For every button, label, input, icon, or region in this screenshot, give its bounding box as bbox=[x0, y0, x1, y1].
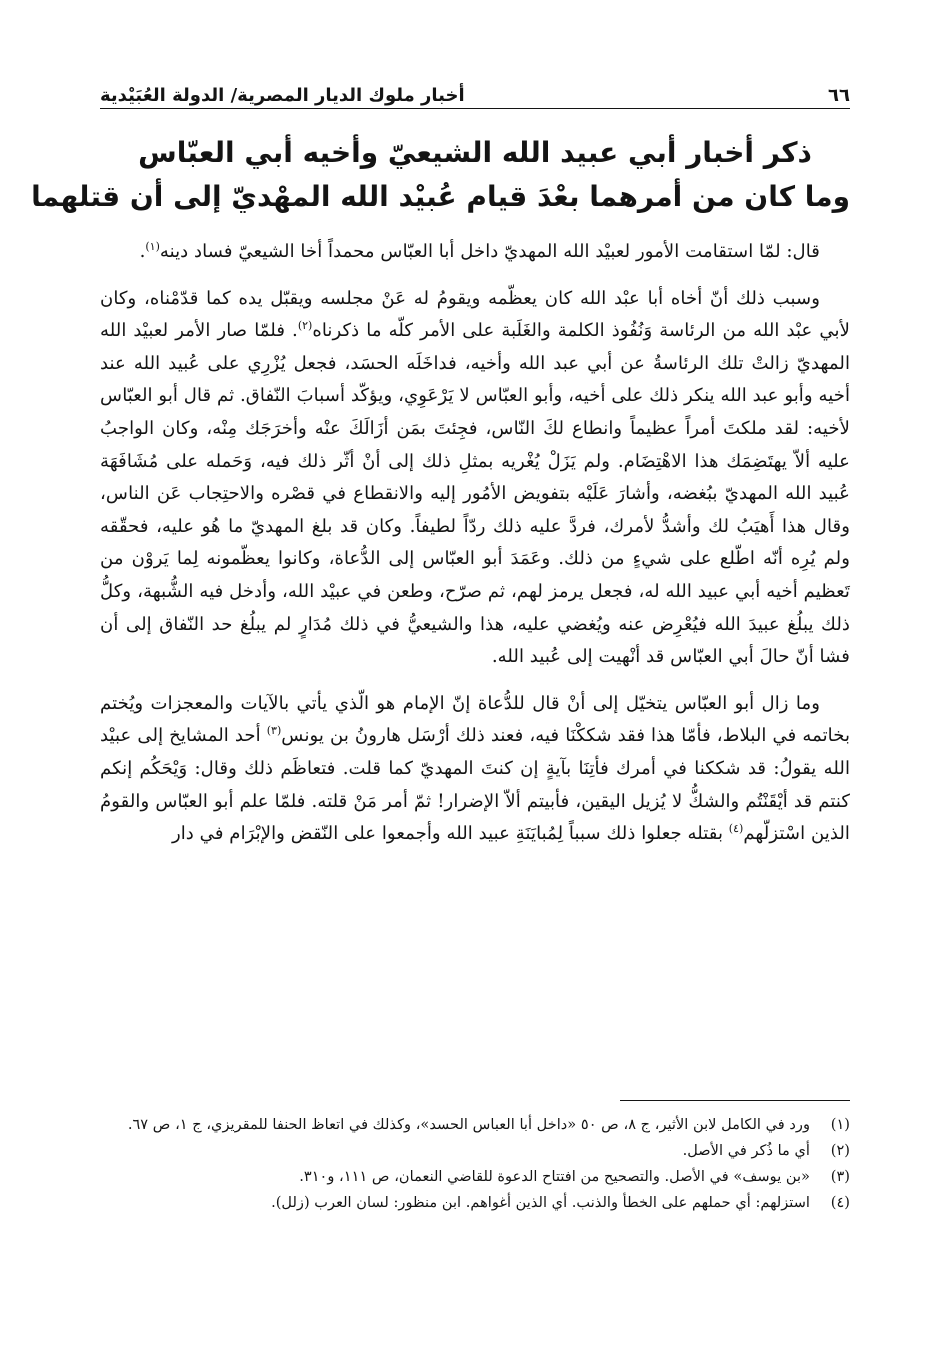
footnotes bbox=[100, 1112, 850, 1216]
footnote-ref-4: (٤) bbox=[728, 822, 744, 836]
footnote-rule bbox=[620, 1100, 850, 1101]
footnote-item bbox=[100, 1190, 850, 1216]
footnote-number: (٤) bbox=[830, 1194, 850, 1211]
running-header bbox=[100, 74, 850, 108]
footnote-ref-3: (٣) bbox=[266, 724, 282, 738]
paragraph-3-text-c: بقتله جعلوا ذلك سبباً لِمُبايَنَةِ عبيد الله وأجمعوا على النّقض والإبْرَام في دار bbox=[171, 823, 729, 845]
footnote-number: (٣) bbox=[830, 1168, 850, 1185]
footnote-ref-2: (٢) bbox=[297, 319, 313, 333]
footnote-text: أي ما ذُكر في الأصل. bbox=[682, 1142, 810, 1159]
footnote-number: (١) bbox=[830, 1116, 850, 1133]
header-rule bbox=[100, 108, 850, 109]
paragraph-3-text-b: أحد المشايخ إلى عبيْد الله يقولُ: قد شككنا في أمرك فأتِنَا بآيةٍ إن كنتَ المهديّ كما قلت. فتعاظَم ذلك وقال: وَيْحَكُم إنكم كنتم قد أيْقَنْتُم والشكُّ لا يُزيل اليقين، فأبيتم ألاّ الإضرار! ثمّ أمر مَنْ قلته. فلمّا علم أبو العبّاس والقومُ الذين اسْتزلّهم bbox=[100, 725, 850, 845]
footnote-item bbox=[100, 1164, 850, 1190]
paragraph-2 bbox=[100, 283, 850, 674]
chapter-title-line-1: ذكر أخبار أبي عبيد الله الشيعيّ وأخيه أبي العبّاس bbox=[138, 136, 812, 169]
paragraph-2-text-a: وسبب ذلك أنّ أخاه أبا عبْد الله كان يعظّمه ويقومُ له عَنْ مجلسه ويقبّل يده كما قدّمْناه، وكان لأبي عبْد الله من الرئاسة وَنُفُوذ الكلمة والغَلَبة على الأمر كلّه ما ذكرناه bbox=[100, 287, 850, 342]
footnote-number: (٢) bbox=[830, 1142, 850, 1159]
paragraph-1-text: قال: لمّا استقامت الأمور لعبيْد الله المهديّ داخل أبا العبّاس محمداً أخا الشيعيّ فساد دينه bbox=[159, 241, 820, 262]
paragraph-1 bbox=[100, 236, 850, 269]
chapter-title-line-2: وما كان من أمرهما بعْدَ قيام عُبيْد الله المهْديّ إلى أن قتلهما bbox=[31, 180, 850, 213]
body-text bbox=[100, 236, 850, 865]
paragraph-1-tail: . bbox=[139, 241, 146, 262]
paragraph-3 bbox=[100, 688, 850, 851]
paragraph-2-text-b: . فلمّا صار الأمر لعبيْد الله المهديّ زالتْ تلك الرئاسةُ عن أبي عبد الله وأخيه، فداخَلَه الحسَد، فجعل يُزْرِي على عُبيد الله عند أخيه وأبو عبد الله ينكر ذلك على أخيه، وأبو العبّاس لا يَرْعَوِي، ويؤكّد أسبابَ النّفاق. ثم قال أبو العبّاس لأخيه: لقد ملكتَ أمراً عظيماً وانطاع لكَ النّاس، فجِئتَ بمَن أزَالَكَ عنْه وأخرَجَك مِنْه، وكان الواجبُ عليه ألاّ يهتَضِمَك هذا الاهْتِضَام. ولم يَزَلْ يُغْريه بمثلِ ذلك إلى أنْ أثّر ذلك فيه، وَحَمله على مُشَافَهَة عُبيد الله المهديّ ببُغضه، وأشارَ عَلَيْه بتفويض الأمُور إليه والانقطاع في قصْره والاحتِجاب عَن الناس، وقال هذا أَهيَبُ لك وأشدُّ لأمرك، فردَّ عليه ذلك ردّاً لطيفاً. وكان قد بلغ المهديّ ما هُو عليه، فحقّقه ولم يُرِه أنّه اطّلع على شيءٍ من ذلك. وعَمَدَ أبو العبّاس إلى الدُّعاة، وكانوا يعظّمونه لِما يَروْن من تَعظيم أخيه أبي عبيد الله له، فجعل يرمز لهم، ثم صرّح، وطعن في عبيْد الله، وأدخل فيه الشُّبهة، وكلُّ ذلك يبلُغ عبيدَ الله فيُعْرِض عنه ويُغضي عليه، هذا والشيعيُّ في ذلك مُدَارٍ لم يبلُغ حد النّفاق إلى أن فشا أنّ حالَ أبي العبّاس قد أنْهيت إلى عُبيد الله. bbox=[100, 320, 850, 668]
page-number: ٦٦ bbox=[828, 85, 850, 106]
chapter-title bbox=[31, 131, 850, 219]
running-title: أخبار ملوك الديار المصرية/ الدولة العُبَيْدية bbox=[100, 85, 465, 106]
footnote-text: «بن يوسف» في الأصل. والتصحيح من افتتاح الدعوة للقاضي النعمان، ص ١١١، و٣١٠. bbox=[299, 1168, 810, 1185]
paragraph-3-text-a: وما زال أبو العبّاس يتخيّل إلى أنْ قال للدُّعاة إنّ الإمام هو الّذي يأتي بالآيات والمعجزات ويُختم بخاتمه في البلاط، فأمّا هذا فقد شككْنَا فيه، فعند ذلك أرْسَل هارونُ بن يونس bbox=[100, 692, 851, 747]
footnote-item bbox=[100, 1112, 850, 1138]
footnote-text: استزلهم: أي حملهم على الخطأ والذنب. أي الذين أغواهم. ابن منظور: لسان العرب (زلل). bbox=[271, 1194, 810, 1211]
footnote-item bbox=[100, 1138, 850, 1164]
footnote-text: ورد في الكامل لابن الأثير، ج ٨، ص ٥٠ «داخل أبا العباس الحسد»، وكذلك في اتعاظ الحنفا للمقريزي، ج ١، ص ٦٧. bbox=[127, 1116, 810, 1133]
footnote-ref-1: (١) bbox=[145, 239, 160, 253]
